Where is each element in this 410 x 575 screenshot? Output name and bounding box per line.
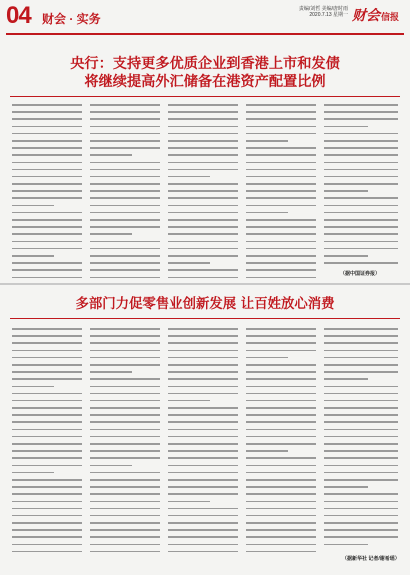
article-2-column-5 [324,328,398,551]
article-1-column-1 [12,104,82,284]
article-1-column-3 [168,104,238,284]
article-1-column-5 [324,104,398,269]
logo-main: 财会 [352,8,380,24]
header-rule [6,33,404,35]
article-1-credit: （据中国证券报） [340,271,381,277]
article-2-column-2 [90,328,160,558]
article-2-headline: 多部门力促零售业创新发展 让百姓放心消费 [75,297,335,312]
logo-sub: 信报 [381,12,400,22]
article-1-column-4 [246,104,316,284]
headline-rule [10,96,400,97]
article-2-column-4 [246,328,316,558]
article-2-column-1 [12,328,82,558]
page-number: 04 [6,2,31,29]
issue-date: 2020.7.13 星期一 [309,12,348,18]
section-title: 财会 · 实务 [42,12,101,26]
article-1-subheadline: 将继续提高外汇储备在港资产配置比例 [84,74,326,90]
article-1-headline: 央行：支持更多优质企业到香港上市和发债 [70,56,340,72]
page-header [0,0,410,36]
article-1-column-2 [90,104,160,284]
article-2-credit: （据新华社 记者/谢希瑶） [342,556,400,562]
editor-credit: 责编/刘哲 美编/唐时雨 [298,6,348,12]
masthead-logo [352,5,399,25]
header-meta [256,6,348,18]
article-separator [0,283,410,285]
headline-rule-2 [10,318,400,319]
article-2-column-3 [168,328,238,558]
